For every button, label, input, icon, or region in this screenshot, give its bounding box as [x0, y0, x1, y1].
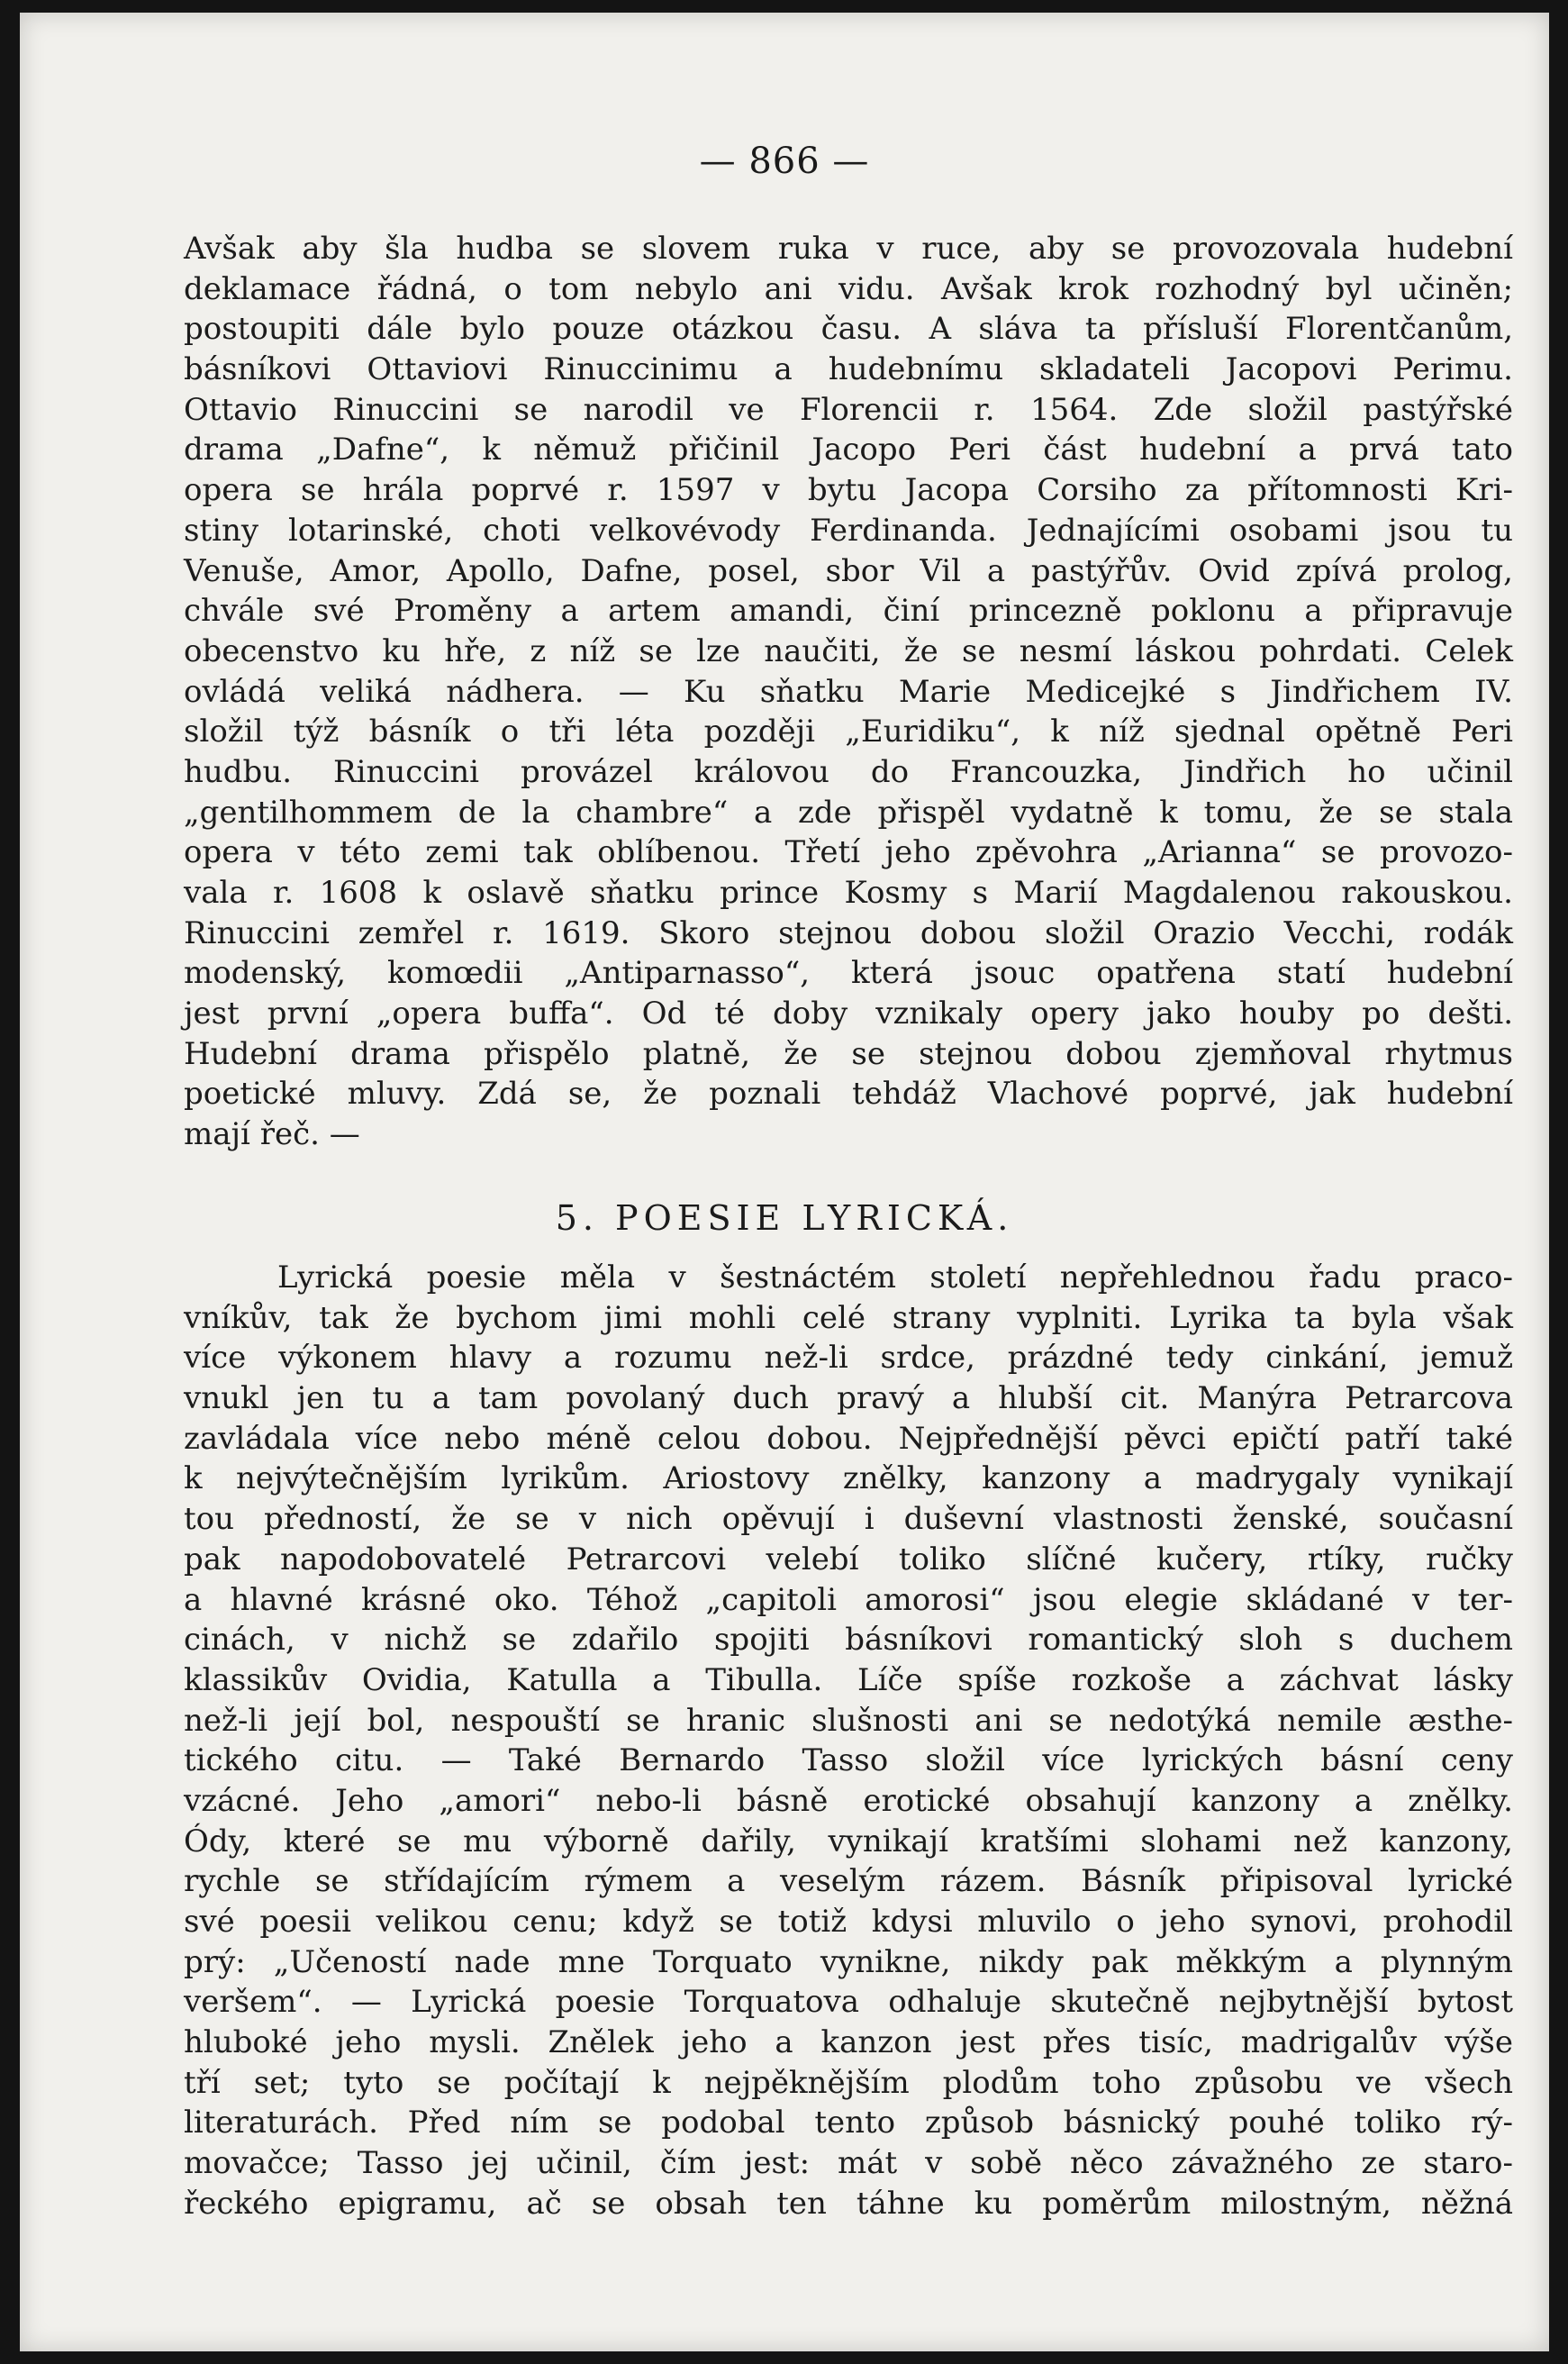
- text-line: poetické mluvy. Zdá se, že poznali tehdáž Vlachové poprvé, jak hudební: [184, 1076, 1513, 1113]
- text-line: Venuše, Amor, Apollo, Dafne, posel, sbor Vil a pastýřův. Ovid zpívá prolog,: [184, 552, 1513, 589]
- text-line: své poesii velikou cenu; když se totiž kdysi mluvilo o jeho synovi, prohodil: [184, 1904, 1513, 1940]
- text-line: prý: „Učeností nade mne Torquato vynikne, nikdy pak měkkým a plynným: [184, 1943, 1513, 1980]
- text-line: k nejvýtečnějším lyrikům. Ariostovy znělky, kanzony a madrygaly vynikají: [184, 1460, 1513, 1497]
- text-line: tou předností, že se v nich opěvují i duševní vlastnosti ženské, současní: [184, 1501, 1513, 1538]
- text-line: vníkův, tak že bychom jimi mohli celé strany vyplniti. Lyrika ta byla však: [184, 1299, 1513, 1336]
- text-line: obecenstvo ku hře, z níž se lze naučiti, že se nesmí láskou pohrdati. Celek: [184, 632, 1513, 669]
- text-line: Avšak aby šla hudba se slovem ruka v ruce, aby se provozovala hudební: [184, 231, 1513, 267]
- text-line: opera se hrála poprvé r. 1597 v bytu Jacopa Corsiho za přítomnosti Kri-: [184, 472, 1513, 509]
- text-line: Ódy, které se mu výborně dařily, vynikají kratšími slohami než kanzony,: [184, 1823, 1513, 1859]
- text-line: básníkovi Ottaviovi Rinuccinimu a hudebnímu skladateli Jacopovi Perimu.: [184, 351, 1513, 388]
- text-line: klassikův Ovidia, Katulla a Tibulla. Líče spíše rozkoše a záchvat lásky: [184, 1661, 1513, 1698]
- text-line: cinách, v nichž se zdařilo spojiti básníkovi romantický sloh s duchem: [184, 1622, 1513, 1659]
- text-line: hluboké jeho mysli. Znělek jeho a kanzon jest přes tisíc, madrigalův výše: [184, 2024, 1513, 2061]
- text-line: chvále své Proměny a artem amandi, činí princezně poklonu a připravuje: [184, 593, 1513, 630]
- text-line: opera v této zemi tak oblíbenou. Třetí jeho zpěvohra „Arianna“ se provozo-: [184, 834, 1513, 871]
- text-line: Lyrická poesie měla v šestnáctém století nepřehlednou řadu praco-: [277, 1259, 1513, 1296]
- text-line: řeckého epigramu, ač se obsah ten táhne ku poměrům milostným, něžná: [184, 2185, 1513, 2222]
- text-line: vala r. 1608 k oslavě sňatku prince Kosmy s Marií Magdalenou rakouskou.: [184, 875, 1513, 911]
- text-line: modenský, komœdii „Antiparnasso“, která jsouc opatřena statí hudební: [184, 955, 1513, 992]
- text-line: Rinuccini zemřel r. 1619. Skoro stejnou dobou složil Orazio Vecchi, rodák: [184, 914, 1513, 951]
- text-line: než-li její bol, nespouští se hranic slušnosti ani se nedotýká nemile æsthe-: [184, 1702, 1513, 1739]
- text-line: postoupiti dále bylo pouze otázkou času. A sláva ta přísluší Florentčanům,: [184, 311, 1513, 348]
- text-line: tického citu. — Také Bernardo Tasso složil více lyrických básní ceny: [184, 1742, 1513, 1779]
- text-line: Ottavio Rinuccini se narodil ve Florencii r. 1564. Zde složil pastýřské: [184, 391, 1513, 428]
- section-heading: 5. POESIE LYRICKÁ.: [555, 1198, 1014, 1238]
- page-number: — 866 —: [699, 141, 870, 182]
- text-line: pak napodobovatelé Petrarcovi velebí toliko slíčné kučery, rtíky, ručky: [184, 1541, 1513, 1578]
- text-line: rychle se střídajícím rýmem a veselým rázem. Básník připisoval lyrické: [184, 1863, 1513, 1900]
- text-line: složil týž básník o tři léta později „Euridiku“, k níž sjednal opětně Peri: [184, 714, 1513, 750]
- text-line: vzácné. Jeho „amori“ nebo-li básně erotické obsahují kanzony a znělky.: [184, 1782, 1513, 1819]
- text-line: a hlavné krásné oko. Téhož „capitoli amorosi“ jsou elegie skládané v ter-: [184, 1581, 1513, 1618]
- text-line: movačce; Tasso jej učinil, čím jest: mát v sobě něco závažného ze staro-: [184, 2145, 1513, 2182]
- text-line: stiny lotarinské, choti velkovévody Ferdinanda. Jednajícími osobami jsou tu: [184, 512, 1513, 549]
- text-line: mají řeč. —: [184, 1116, 360, 1153]
- book-page: [20, 13, 1549, 2351]
- text-line: hudbu. Rinuccini provázel královou do Francouzka, Jindřich ho učinil: [184, 753, 1513, 790]
- text-line: drama „Dafne“, k němuž přičinil Jacopo Peri část hudební a prvá tato: [184, 432, 1513, 468]
- text-line: jest první „opera buffa“. Od té doby vznikaly opery jako houby po dešti.: [184, 996, 1513, 1032]
- text-line: tří set; tyto se počítají k nejpěknějším plodům toho způsobu ve všech: [184, 2064, 1513, 2101]
- text-line: zavládala více nebo méně celou dobou. Nejpřednější pěvci epičtí patří také: [184, 1420, 1513, 1457]
- text-line: ovládá veliká nádhera. — Ku sňatku Marie Medicejké s Jindřichem IV.: [184, 673, 1513, 710]
- text-line: literaturách. Před ním se podobal tento způsob básnický pouhé toliko rý-: [184, 2105, 1513, 2141]
- paragraph-opera-history: [184, 229, 1513, 1155]
- text-line: deklamace řádná, o tom nebylo ani vidu. Avšak krok rozhodný byl učiněn;: [184, 270, 1513, 307]
- text-line: „gentilhommem de la chambre“ a zde přispěl vydatně k tomu, že se stala: [184, 794, 1513, 831]
- text-line: Hudební drama přispělo platně, že se stejnou dobou zjemňoval rhytmus: [184, 1035, 1513, 1072]
- text-line: veršem“. — Lyrická poesie Torquatova odhaluje skutečně nejbytnější bytost: [184, 1984, 1513, 2021]
- paragraph-lyric-poetry: [184, 1258, 1513, 2224]
- text-line: více výkonem hlavy a rozumu než-li srdce, prázdné tedy cinkání, jemuž: [184, 1340, 1513, 1377]
- text-line: vnukl jen tu a tam povolaný duch pravý a hlubší cit. Manýra Petrarcova: [184, 1380, 1513, 1417]
